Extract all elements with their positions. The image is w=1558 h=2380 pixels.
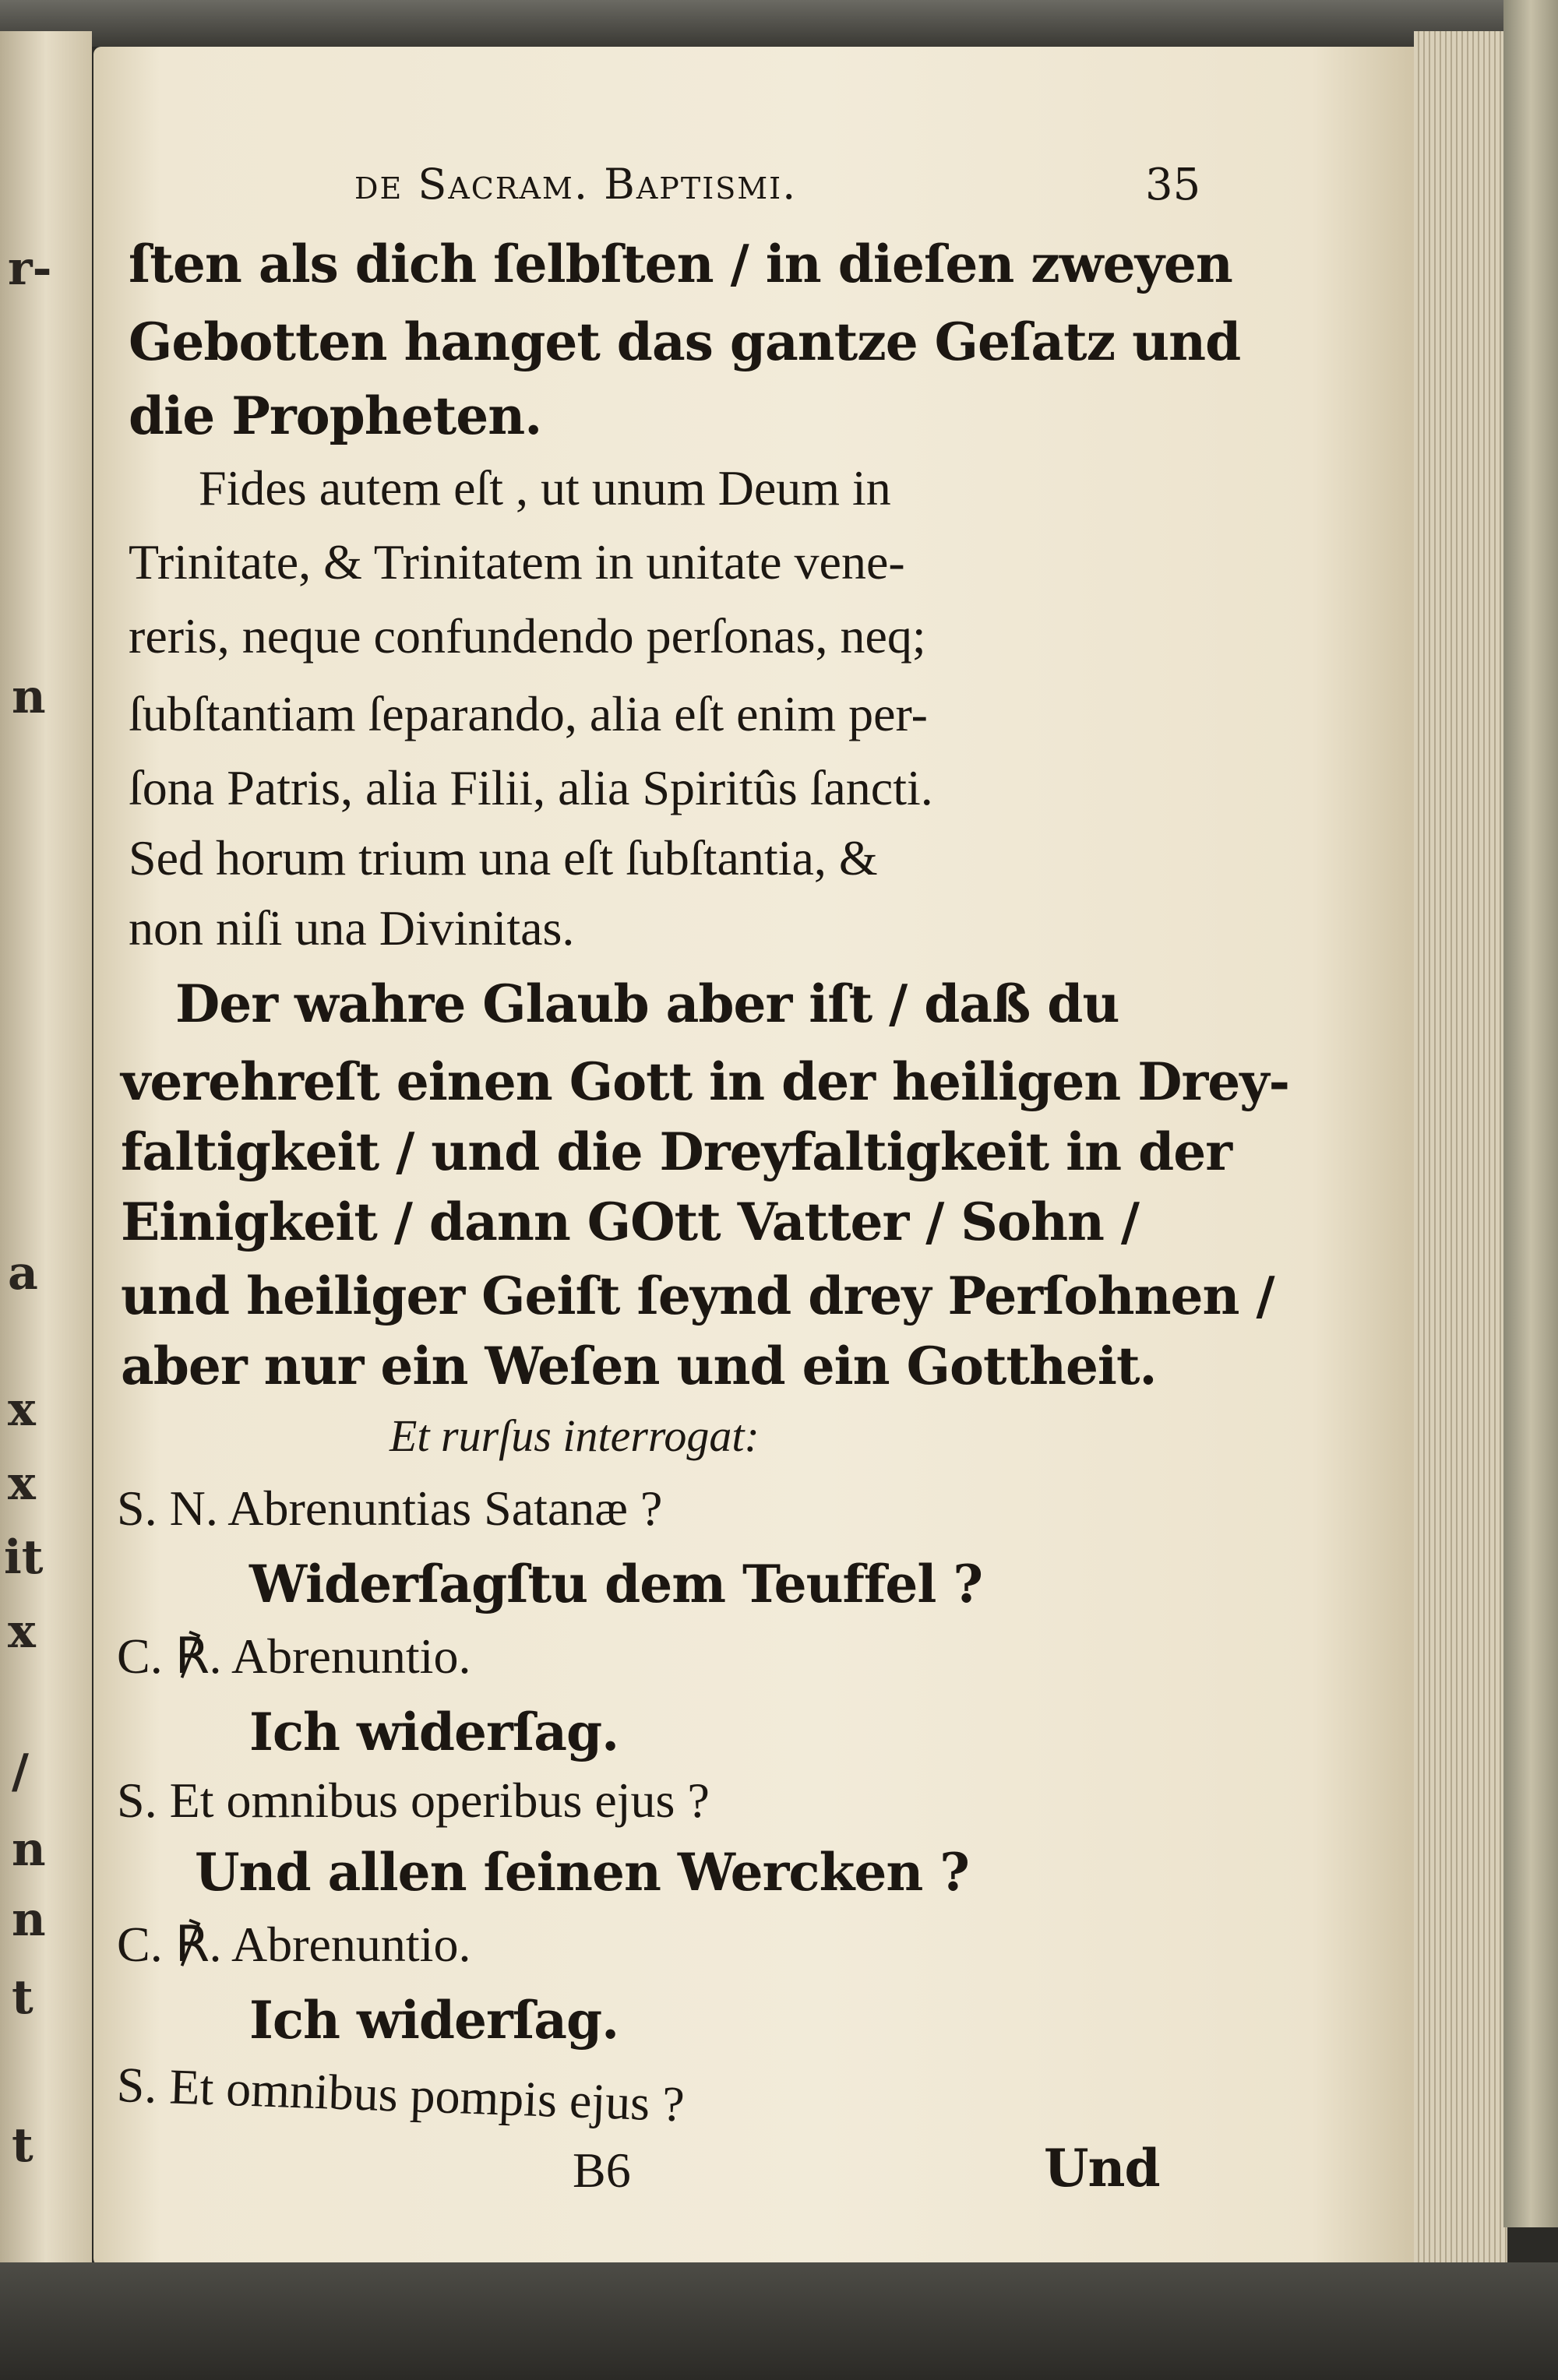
- left-fragment: x: [8, 1604, 36, 1659]
- running-title: de Sacram. Baptismi.: [354, 160, 798, 209]
- left-fragment: it: [4, 1530, 44, 1585]
- text-line: S. N. Abrenuntias Satanæ ?: [117, 1480, 663, 1536]
- text-line: Et rurſus interrogat:: [390, 1410, 760, 1461]
- text-line: und heiliger Geiſt ſeynd drey Perſohnen /: [121, 1266, 1274, 1326]
- left-fragment: t: [12, 1970, 33, 2025]
- text-line: faltigkeit / und die Dreyfaltigkeit in der: [121, 1121, 1232, 1182]
- scan-background-bottom: [0, 2262, 1558, 2380]
- left-fragment: x: [8, 1382, 36, 1437]
- left-page-edge: [0, 31, 92, 2290]
- text-line: Widerſagſtu dem Teuffel ?: [249, 1554, 983, 1614]
- text-line: die Propheten.: [129, 386, 542, 446]
- text-line: S. Et omnibus operibus ejus ?: [117, 1773, 710, 1828]
- text-line: S. Et omnibus pompis ejus ?: [115, 2057, 686, 2132]
- catchword: Und: [1044, 2138, 1160, 2199]
- left-fragment: n: [12, 670, 46, 724]
- left-fragment: /: [12, 1745, 29, 1799]
- text-line: C. ℟. Abrenuntio.: [117, 1917, 471, 1972]
- page-number: 35: [1145, 160, 1201, 210]
- book-cover-edge: [1503, 0, 1558, 2227]
- left-fragment: x: [8, 1456, 36, 1511]
- text-line: Trinitate, & Trinitatem in unitate vene-: [129, 534, 905, 590]
- left-fragment: r-: [8, 241, 52, 296]
- text-line: Sed horum trium una eſt ſubſtantia, &: [129, 830, 878, 885]
- left-fragment: a: [8, 1246, 38, 1301]
- text-line: Einigkeit / dann GOtt Vatter / Sohn /: [121, 1192, 1140, 1252]
- left-fragment: n: [12, 1822, 46, 1877]
- text-line: ſubſtantiam ſeparando, alia eſt enim per-: [129, 686, 928, 741]
- text-line: reris, neque confundendo perſonas, neq;: [129, 608, 926, 664]
- text-line: verehreſt einen Gott in der heiligen Drey-: [121, 1051, 1290, 1112]
- left-fragment: t: [12, 2118, 33, 2173]
- text-line: non niſi una Divinitas.: [129, 900, 575, 956]
- text-line: ſten als dich ſelbſten / in dieſen zweyen: [129, 234, 1232, 294]
- text-line: Gebotten hanget das gantze Geſatz und: [129, 312, 1241, 372]
- text-line: Und allen ſeinen Wercken ?: [195, 1842, 969, 1903]
- left-fragment: n: [12, 1892, 46, 1947]
- signature-mark: B6: [573, 2142, 631, 2198]
- text-line: aber nur ein Weſen und ein Gottheit.: [121, 1336, 1157, 1396]
- text-line: C. ℟. Abrenuntio.: [117, 1628, 471, 1684]
- page-edges: [1414, 31, 1507, 2274]
- text-line: Der wahre Glaub aber iſt / daß du: [175, 973, 1119, 1034]
- text-line: ſona Patris, alia Filii, alia Spiritûs ſancti.: [129, 760, 933, 815]
- text-line: Ich widerſag.: [249, 1990, 619, 2051]
- text-line: Fides autem eſt , ut unum Deum in: [199, 460, 891, 516]
- scan-background-top: [0, 0, 1558, 47]
- text-line: Ich widerſag.: [249, 1702, 619, 1762]
